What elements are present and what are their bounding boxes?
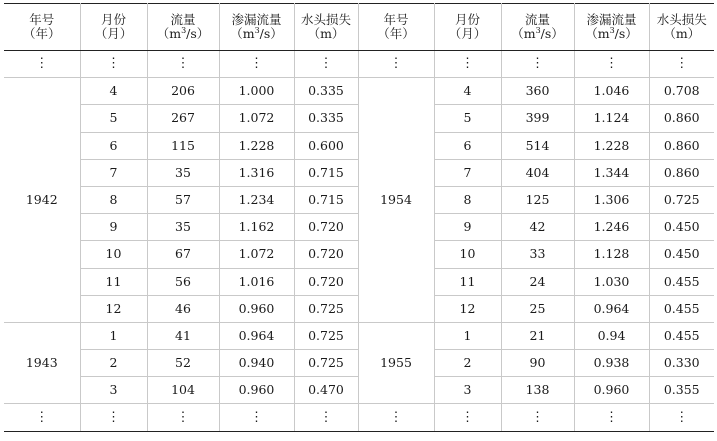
flow-right-cell: 404 [501,159,574,186]
month-right-cell: 11 [434,268,501,295]
flow-left-cell: 46 [147,295,219,322]
headloss-left-cell: 0.335 [294,78,358,105]
ellipsis-cell: ⋮ [147,404,219,431]
ellipsis-cell: ⋮ [358,404,434,431]
month-left-cell: 8 [80,186,147,213]
leakage-right-cell: 1.124 [574,105,649,132]
header-headloss-right: 水头损失 （m） [649,4,714,51]
headloss-right-cell: 0.725 [649,186,714,213]
ellipsis-cell: ⋮ [434,404,501,431]
month-right-cell: 8 [434,186,501,213]
flow-leakage-table [4,3,714,432]
month-left-cell: 6 [80,132,147,159]
flow-right-cell: 21 [501,322,574,349]
headloss-right-cell: 0.860 [649,105,714,132]
table-body [4,51,714,432]
leakage-right-cell: 1.046 [574,78,649,105]
header-month-left: 月份 （月） [80,4,147,51]
flow-left-cell: 35 [147,214,219,241]
month-left-cell: 12 [80,295,147,322]
ellipsis-row-top [4,51,714,78]
leakage-left-cell: 1.072 [219,105,294,132]
ellipsis-cell: ⋮ [649,404,714,431]
leakage-right-cell: 1.128 [574,241,649,268]
leakage-left-cell: 0.964 [219,322,294,349]
headloss-right-cell: 0.455 [649,268,714,295]
ellipsis-cell: ⋮ [434,51,501,78]
leakage-right-cell: 1.344 [574,159,649,186]
leakage-left-cell: 0.960 [219,295,294,322]
flow-right-cell: 514 [501,132,574,159]
year-cell-right: 1955 [358,322,434,404]
headloss-right-cell: 0.455 [649,295,714,322]
headloss-left-cell: 0.335 [294,105,358,132]
ellipsis-cell: ⋮ [219,404,294,431]
flow-right-cell: 125 [501,186,574,213]
leakage-right-cell: 1.246 [574,214,649,241]
header-leakage-left: 渗漏流量 $(m^3/s)$ [219,4,294,51]
leakage-left-cell: 1.072 [219,241,294,268]
headloss-left-cell: 0.725 [294,322,358,349]
month-right-cell: 1 [434,322,501,349]
header-leakage-right: 渗漏流量 $(m^3/s)$ [574,4,649,51]
month-left-cell: 5 [80,105,147,132]
month-left-cell: 3 [80,377,147,404]
leakage-right-cell: 1.030 [574,268,649,295]
month-left-cell: 11 [80,268,147,295]
month-left-cell: 10 [80,241,147,268]
month-right-cell: 7 [434,159,501,186]
headloss-left-cell: 0.725 [294,350,358,377]
header-year-right: 年号 （年） [358,4,434,51]
header-headloss-left: 水头损失 （m） [294,4,358,51]
month-right-cell: 3 [434,377,501,404]
flow-left-cell: 35 [147,159,219,186]
flow-left-cell: 41 [147,322,219,349]
leakage-left-cell: 1.316 [219,159,294,186]
month-right-cell: 4 [434,78,501,105]
header-month-right: 月份 （月） [434,4,501,51]
ellipsis-cell: ⋮ [4,51,80,78]
month-left-cell: 7 [80,159,147,186]
flow-right-cell: 42 [501,214,574,241]
ellipsis-cell: ⋮ [80,51,147,78]
year-cell-right: 1954 [358,78,434,323]
flow-right-cell: 399 [501,105,574,132]
leakage-left-cell: 1.234 [219,186,294,213]
ellipsis-cell: ⋮ [574,404,649,431]
month-right-cell: 9 [434,214,501,241]
year-cell-left: 1942 [4,78,80,323]
leakage-left-cell: 0.940 [219,350,294,377]
header-flow-left: 流量 $(m^3/s)$ [147,4,219,51]
headloss-right-cell: 0.450 [649,241,714,268]
headloss-left-cell: 0.720 [294,214,358,241]
leakage-left-cell: 1.000 [219,78,294,105]
leakage-right-cell: 1.228 [574,132,649,159]
ellipsis-row-bottom [4,404,714,431]
year-cell-left: 1943 [4,322,80,404]
headloss-left-cell: 0.715 [294,159,358,186]
ellipsis-cell: ⋮ [80,404,147,431]
header-year-left: 年号 （年） [4,4,80,51]
headloss-right-cell: 0.860 [649,159,714,186]
flow-right-cell: 360 [501,78,574,105]
table-container [4,3,714,432]
leakage-right-cell: 1.306 [574,186,649,213]
leakage-right-cell: 0.94 [574,322,649,349]
ellipsis-cell: ⋮ [501,51,574,78]
flow-left-cell: 115 [147,132,219,159]
month-right-cell: 12 [434,295,501,322]
flow-right-cell: 24 [501,268,574,295]
leakage-left-cell: 1.228 [219,132,294,159]
month-right-cell: 2 [434,350,501,377]
flow-left-cell: 206 [147,78,219,105]
headloss-left-cell: 0.600 [294,132,358,159]
flow-left-cell: 57 [147,186,219,213]
ellipsis-cell: ⋮ [501,404,574,431]
flow-left-cell: 67 [147,241,219,268]
leakage-right-cell: 0.938 [574,350,649,377]
header-row [4,4,714,51]
ellipsis-cell: ⋮ [4,404,80,431]
flow-right-cell: 138 [501,377,574,404]
header-flow-right: 流量 $(m^3/s)$ [501,4,574,51]
month-right-cell: 5 [434,105,501,132]
ellipsis-cell: ⋮ [294,51,358,78]
flow-right-cell: 90 [501,350,574,377]
table-row [4,78,714,105]
headloss-right-cell: 0.330 [649,350,714,377]
ellipsis-cell: ⋮ [294,404,358,431]
flow-right-cell: 33 [501,241,574,268]
ellipsis-cell: ⋮ [219,51,294,78]
leakage-right-cell: 0.960 [574,377,649,404]
headloss-left-cell: 0.720 [294,268,358,295]
leakage-left-cell: 1.016 [219,268,294,295]
table-row [4,322,714,349]
month-right-cell: 6 [434,132,501,159]
month-left-cell: 2 [80,350,147,377]
month-left-cell: 1 [80,322,147,349]
month-left-cell: 4 [80,78,147,105]
ellipsis-cell: ⋮ [147,51,219,78]
headloss-left-cell: 0.715 [294,186,358,213]
ellipsis-cell: ⋮ [649,51,714,78]
headloss-left-cell: 0.720 [294,241,358,268]
ellipsis-cell: ⋮ [574,51,649,78]
flow-left-cell: 52 [147,350,219,377]
headloss-left-cell: 0.470 [294,377,358,404]
leakage-left-cell: 1.162 [219,214,294,241]
flow-left-cell: 267 [147,105,219,132]
month-right-cell: 10 [434,241,501,268]
flow-left-cell: 56 [147,268,219,295]
headloss-right-cell: 0.708 [649,78,714,105]
month-left-cell: 9 [80,214,147,241]
headloss-left-cell: 0.725 [294,295,358,322]
headloss-right-cell: 0.355 [649,377,714,404]
leakage-left-cell: 0.960 [219,377,294,404]
table-header [4,4,714,51]
flow-right-cell: 25 [501,295,574,322]
leakage-right-cell: 0.964 [574,295,649,322]
headloss-right-cell: 0.455 [649,322,714,349]
headloss-right-cell: 0.450 [649,214,714,241]
headloss-right-cell: 0.860 [649,132,714,159]
ellipsis-cell: ⋮ [358,51,434,78]
flow-left-cell: 104 [147,377,219,404]
